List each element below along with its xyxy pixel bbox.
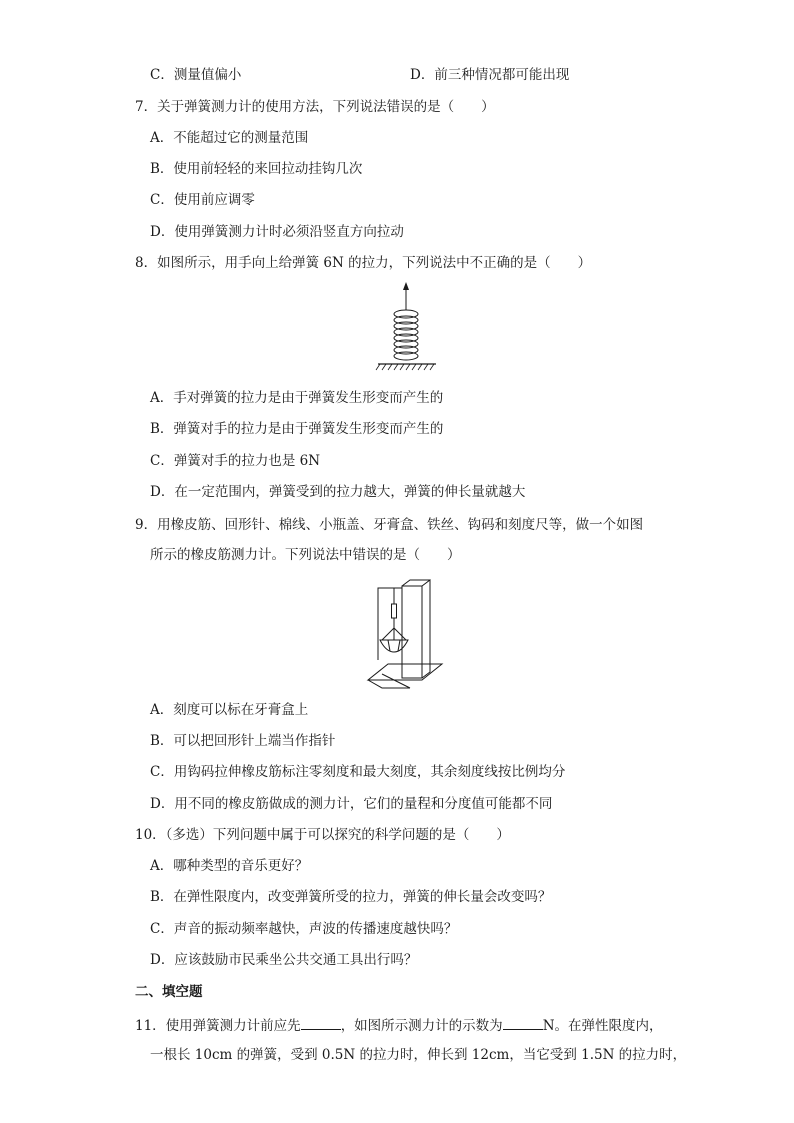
q9-stem-line-2: 所示的橡皮筋测力计。下列说法中错误的是（ ） — [150, 547, 461, 563]
q7-option-d: D．使用弹簧测力计时必须沿竖直方向拉动 — [150, 224, 404, 240]
q6-option-c: C．测量值偏小 — [150, 67, 242, 83]
q8-stem: 8．如图所示，用手向上给弹簧 6N 的拉力，下列说法中不正确的是（ ） — [135, 255, 592, 271]
q7-option-c: C．使用前应调零 — [150, 192, 255, 208]
q10-option-a: A．哪种类型的音乐更好？ — [150, 858, 309, 874]
spring-figure — [372, 280, 442, 376]
q10-stem: 10．（多选）下列问题中属于可以探究的科学问题的是（ ） — [135, 827, 510, 843]
q7-option-b: B．使用前轻轻的来回拉动挂钩几次 — [150, 161, 363, 177]
q9-option-c: C．用钩码拉伸橡皮筋标注零刻度和最大刻度，其余刻度线按比例均分 — [150, 764, 566, 780]
q7-stem: 7．关于弹簧测力计的使用方法，下列说法错误的是（ ） — [135, 99, 495, 115]
q6-option-d: D．前三种情况都可能出现 — [410, 67, 570, 83]
q11-text-part-1: 11．使用弹簧测力计前应先 — [135, 1018, 301, 1034]
q11-line-1 — [135, 1015, 663, 1035]
q11-blank-1[interactable] — [301, 1015, 341, 1030]
section-title-fill-in: 二、填空题 — [135, 984, 203, 1000]
q11-line-2: 一根长 10cm 的弹簧，受到 0.5N 的拉力时，伸长到 12cm，当它受到 1.5N 的拉力时， — [150, 1047, 687, 1063]
rubber-band-dynamometer-figure — [362, 576, 446, 694]
q7-option-a: A．不能超过它的测量范围 — [150, 130, 309, 146]
q8-option-d: D．在一定范围内，弹簧受到的拉力越大，弹簧的伸长量就越大 — [150, 484, 526, 500]
q8-option-a: A．手对弹簧的拉力是由于弹簧发生形变而产生的 — [150, 390, 444, 406]
q10-option-c: C．声音的振动频率越快，声波的传播速度越快吗？ — [150, 921, 458, 937]
q9-option-b: B．可以把回形针上端当作指针 — [150, 733, 336, 749]
q10-option-d: D．应该鼓励市民乘坐公共交通工具出行吗？ — [150, 952, 418, 968]
q8-option-b: B．弹簧对手的拉力是由于弹簧发生形变而产生的 — [150, 421, 444, 437]
q9-stem-line-1: 9．用橡皮筋、回形针、棉线、小瓶盖、牙膏盒、铁丝、钩码和刻度尺等，做一个如图 — [135, 517, 644, 533]
q9-option-a: A．刻度可以标在牙膏盒上 — [150, 702, 309, 718]
q11-text-part-3: N。在弹性限度内， — [542, 1018, 663, 1034]
q11-blank-2[interactable] — [503, 1015, 543, 1030]
q8-option-c: C．弹簧对手的拉力也是 6N — [150, 453, 321, 469]
q11-text-part-2: ，如图所示测力计的示数为 — [340, 1018, 503, 1034]
q10-option-b: B．在弹性限度内，改变弹簧所受的拉力，弹簧的伸长量会改变吗？ — [150, 889, 552, 905]
q9-option-d: D．用不同的橡皮筋做成的测力计，它们的量程和分度值可能都不同 — [150, 796, 553, 812]
